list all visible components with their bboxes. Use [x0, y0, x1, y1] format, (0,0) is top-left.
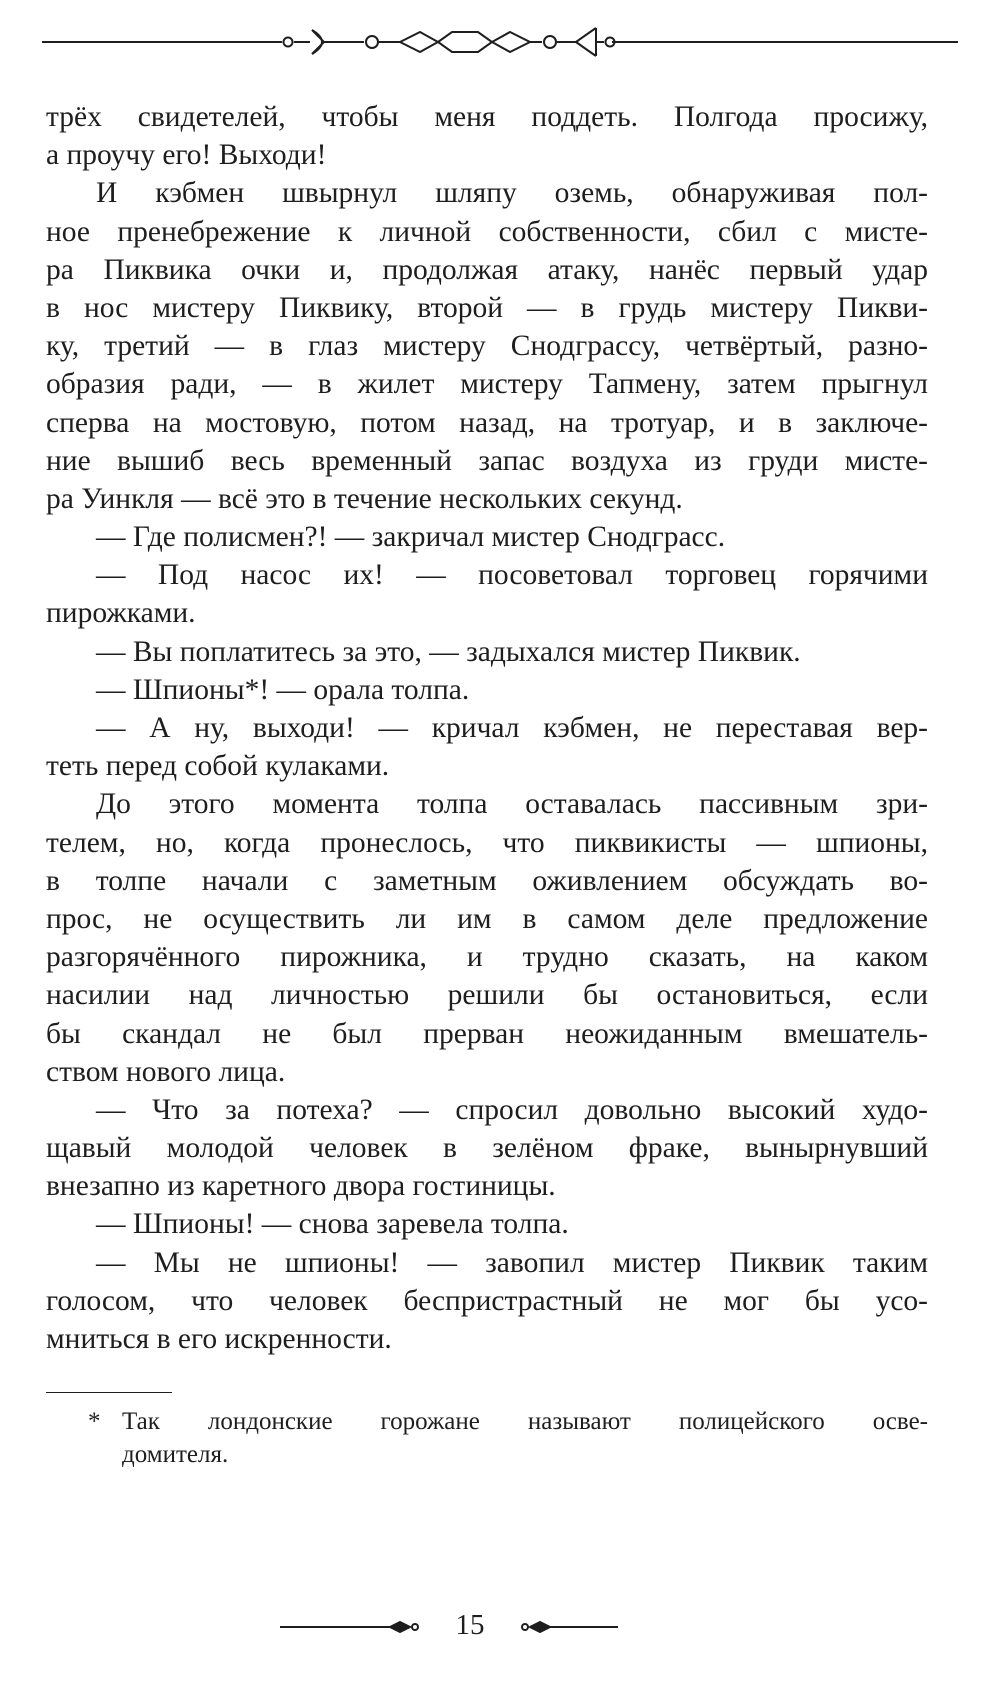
text-line: ное пренебрежение к личной собственности, сбил с мисте- — [46, 215, 928, 248]
text-line: пирожками. — [46, 597, 196, 630]
text-line: образия ради, — в жилет мистеру Тапмену, затем прыгнул — [46, 368, 928, 401]
text-line: ра Уинкля — всё это в течение нескольких секунд. — [46, 482, 683, 515]
text-line: в нос мистеру Пиквику, второй — в грудь мистеру Пикви- — [46, 291, 928, 324]
page-number: 15 — [455, 1609, 485, 1641]
text-line: — Шпионы! — снова заревела толпа. — [96, 1208, 569, 1241]
text-line: — Что за потеха? — спросил довольно высокий худо- — [96, 1093, 928, 1126]
footnote-line — [88, 1405, 928, 1438]
page-folio — [270, 1605, 670, 1645]
header-ornament — [42, 22, 958, 62]
text-line: насилии над личностью решили бы остановиться, если — [46, 979, 928, 1012]
text-line: — Вы поплатитесь за это, — задыхался мистер Пиквик. — [96, 635, 801, 668]
body-text — [46, 98, 928, 1358]
footnote-rule — [46, 1392, 172, 1393]
text-line: а проучу его! Выходи! — [46, 139, 327, 172]
text-line: мниться в его искренности. — [46, 1323, 392, 1355]
text-line: До этого момента толпа оставалась пассивным зри- — [96, 788, 928, 821]
text-line: внезапно из каретного двора гостиницы. — [46, 1170, 556, 1203]
footnote-line: домителя. — [122, 1441, 229, 1468]
text-line: — А ну, выходи! — кричал кэбмен, не переставая вер- — [96, 712, 928, 744]
text-line: — Где полисмен?! — закричал мистер Снодграсс. — [96, 521, 726, 554]
footnote — [88, 1405, 928, 1471]
text-line: — Мы не шпионы! — завопил мистер Пиквик таким — [96, 1246, 928, 1279]
text-line: телем, но, когда пронеслось, что пиквикисты — шпионы, — [46, 826, 928, 859]
text-line: ством нового лица. — [46, 1055, 286, 1088]
text-line: прос, не осуществить ли им в самом деле предложение — [46, 902, 928, 935]
text-line: трёх свидетелей, чтобы меня поддеть. Полгода просижу, — [46, 101, 928, 133]
text-line: ку, третий — в глаз мистеру Снодграссу, четвёртый, разно- — [46, 330, 928, 363]
text-line: ра Пиквика очки и, продолжая атаку, нанёс первый удар — [46, 253, 928, 286]
text-line: И кэбмен швырнул шляпу оземь, обнаруживая пол- — [96, 177, 928, 210]
text-line: бы скандал не был прерван неожиданным вмешатель- — [46, 1017, 928, 1050]
text-line: щавый молодой человек в зелёном фраке, вынырнувший — [46, 1132, 928, 1165]
text-line: разгорячённого пирожника, и трудно сказать, на каком — [46, 941, 928, 974]
footnote-marker: * — [88, 1408, 101, 1435]
text-line: — Шпионы*! — орала толпа. — [96, 673, 470, 706]
text-line: ние вышиб весь временный запас воздуха из груди мисте- — [46, 444, 928, 477]
text-line: в толпе начали с заметным оживлением обсуждать во- — [46, 864, 928, 897]
text-line: — Под насос их! — посоветовал торговец горячими — [96, 559, 928, 592]
text-line: сперва на мостовую, потом назад, на тротуар, и в заключе- — [46, 406, 928, 439]
text-line: голосом, что человек беспристрастный не мог бы усо- — [46, 1284, 928, 1317]
footnote-text: Так лондонские горожане называют полицейского осве- — [122, 1408, 928, 1435]
text-line: теть перед собой кулаками. — [46, 750, 390, 783]
